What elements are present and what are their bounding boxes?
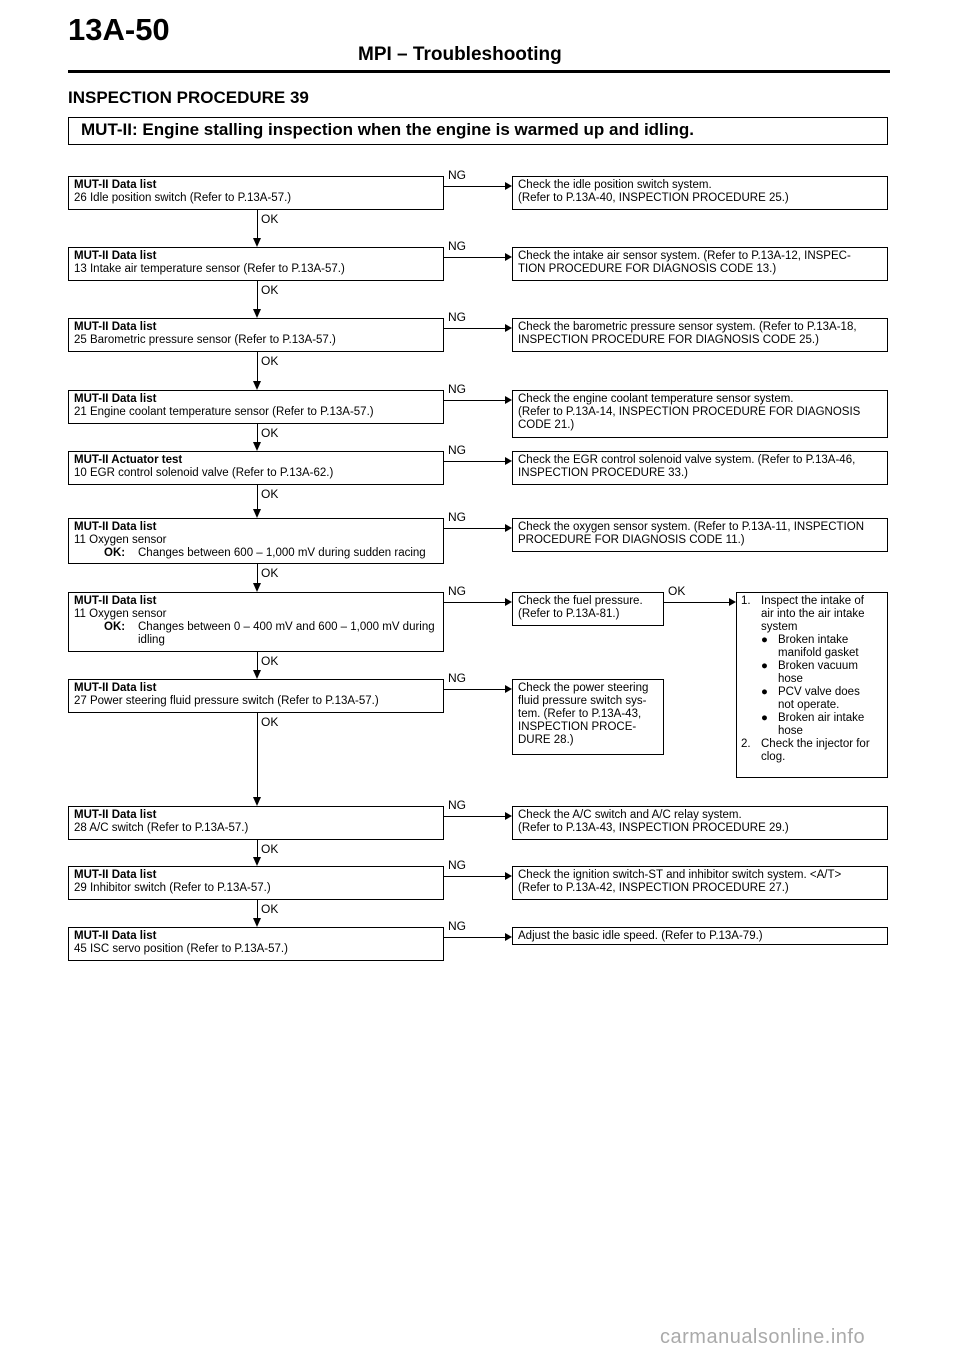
- inspection-bullet: [741, 686, 883, 712]
- ok-label: OK: [261, 487, 279, 501]
- step-header: MUT-II Data list: [74, 250, 157, 262]
- check-box-step-2: [68, 247, 444, 281]
- ok-label: OK: [261, 902, 279, 916]
- step-header: MUT-II Data list: [74, 521, 157, 533]
- ng-arrow: [505, 253, 512, 261]
- procedure-banner: MUT-II: Engine stalling inspection when the engine is warmed up and idling.: [68, 117, 888, 145]
- step-line: 45 ISC servo position (Refer to P.13A-57.): [74, 943, 288, 955]
- ok-arrow: [253, 442, 261, 451]
- step-line: 25 Barometric pressure sensor (Refer to P.13A-57.): [74, 334, 336, 346]
- ok-connector: [257, 210, 258, 238]
- ok-connector: [257, 424, 258, 442]
- ng-result-step-3: [512, 318, 888, 352]
- bullet-icon: ●: [761, 686, 768, 698]
- step-header: MUT-II Data list: [74, 321, 157, 333]
- ng-label: NG: [448, 798, 466, 812]
- check-box-step-6: [68, 518, 444, 564]
- ng-arrow: [505, 933, 512, 941]
- ok-connector: [257, 652, 258, 670]
- step-line: 21 Engine coolant temperature sensor (Refer to P.13A-57.): [74, 406, 374, 418]
- ok-key: OK:: [104, 621, 126, 633]
- ok-label: OK: [261, 842, 279, 856]
- ng-arrow: [505, 324, 512, 332]
- ng-label: NG: [448, 382, 466, 396]
- ng-label: NG: [448, 310, 466, 324]
- ng-result-step-11: [512, 927, 888, 945]
- step-line: 13 Intake air temperature sensor (Refer to P.13A-57.): [74, 263, 345, 275]
- ng-result-text: Check the power steering fluid pressure switch sys- tem. (Refer to P.13A-43, INSPECTION PROCE- DURE 28.): [518, 682, 649, 746]
- item-number: 1.: [741, 595, 751, 607]
- step-header: MUT-II Data list: [74, 393, 157, 405]
- ng-result-text: Check the EGR control solenoid valve system. (Refer to P.13A-46, INSPECTION PROCEDURE 33.): [518, 454, 856, 479]
- step-line: 10 EGR control solenoid valve (Refer to P.13A-62.): [74, 467, 334, 479]
- check-box-step-9: [68, 806, 444, 840]
- step-line: 26 Idle position switch (Refer to P.13A-57.): [74, 192, 292, 204]
- step-header: MUT-II Data list: [74, 930, 157, 942]
- page-title: MPI – Troubleshooting: [358, 44, 562, 65]
- fuel-ok-arrow: [729, 598, 736, 606]
- ok-arrow: [253, 670, 261, 679]
- bullet-text: Broken air intake hose: [778, 712, 865, 737]
- bullet-icon: ●: [761, 660, 768, 672]
- step-header: MUT-II Data list: [74, 869, 157, 881]
- ng-connector: [444, 816, 505, 817]
- ok-connector: [257, 900, 258, 918]
- fuel-ok-connector: [664, 602, 729, 603]
- ok-connector: [257, 564, 258, 583]
- ng-result-step-7: [512, 592, 664, 626]
- procedure-title: INSPECTION PROCEDURE 39: [68, 88, 309, 107]
- step-line: 28 A/C switch (Refer to P.13A-57.): [74, 822, 249, 834]
- ng-arrow: [505, 812, 512, 820]
- check-box-step-4: [68, 390, 444, 424]
- ok-connector: [257, 352, 258, 381]
- ok-label: OK: [261, 566, 279, 580]
- ng-label: NG: [448, 510, 466, 524]
- ng-arrow: [505, 524, 512, 532]
- inspection-item-1: [741, 595, 883, 634]
- ng-result-step-6: [512, 518, 888, 552]
- inspection-item-2: [741, 738, 883, 764]
- check-box-step-3: [68, 318, 444, 352]
- bullet-text: Broken intake manifold gasket: [778, 634, 859, 659]
- watermark: carmanualsonline.info: [660, 1326, 866, 1348]
- ng-label: NG: [448, 443, 466, 457]
- ng-result-step-5: [512, 451, 888, 485]
- intake-inspection-box: [736, 592, 888, 778]
- ok-label: OK: [261, 212, 279, 226]
- ok-connector: [257, 713, 258, 797]
- check-box-step-11: [68, 927, 444, 961]
- ok-arrow: [253, 238, 261, 247]
- ok-arrow: [253, 583, 261, 592]
- item-number: 2.: [741, 738, 751, 750]
- inspection-bullet: [741, 634, 883, 660]
- ok-arrow: [253, 381, 261, 390]
- ng-label: NG: [448, 919, 466, 933]
- ok-label: OK: [261, 426, 279, 440]
- step-line: 11 Oxygen sensor: [74, 534, 167, 546]
- step-line: 27 Power steering fluid pressure switch (Refer to P.13A-57.): [74, 695, 379, 707]
- ng-connector: [444, 461, 505, 462]
- check-box-step-8: [68, 679, 444, 713]
- check-box-step-5: [68, 451, 444, 485]
- check-box-step-7: [68, 592, 444, 652]
- ok-arrow: [253, 509, 261, 518]
- ok-connector: [257, 485, 258, 509]
- ok-arrow: [253, 857, 261, 866]
- ok-arrow: [253, 309, 261, 318]
- check-box-step-1: [68, 176, 444, 210]
- step-header: MUT-II Data list: [74, 809, 157, 821]
- ok-label: OK: [261, 283, 279, 297]
- ng-result-step-10: [512, 866, 888, 900]
- ng-connector: [444, 528, 505, 529]
- ng-result-text: Check the idle position switch system. (Refer to P.13A-40, INSPECTION PROCEDURE 25.): [518, 179, 789, 204]
- ok-key: OK:: [104, 547, 126, 559]
- ok-arrow: [253, 797, 261, 806]
- ng-arrow: [505, 685, 512, 693]
- ng-label: NG: [448, 671, 466, 685]
- ng-result-text: Check the ignition switch-ST and inhibitor switch system. <A/T> (Refer to P.13A-42, INSPECTION PROCEDURE 27.): [518, 869, 842, 894]
- ng-result-step-9: [512, 806, 888, 840]
- step-header: MUT-II Data list: [74, 179, 157, 191]
- ng-connector: [444, 602, 505, 603]
- ng-result-step-2: [512, 247, 888, 281]
- ng-result-step-4: [512, 390, 888, 438]
- header-rule: [68, 70, 890, 73]
- ng-label: NG: [448, 584, 466, 598]
- ng-arrow: [505, 182, 512, 190]
- item-text: Inspect the intake of air into the air intake system: [761, 595, 865, 633]
- ok-label: OK: [261, 354, 279, 368]
- ok-criteria: [74, 621, 438, 647]
- step-line: 29 Inhibitor switch (Refer to P.13A-57.): [74, 882, 271, 894]
- ng-label: NG: [448, 239, 466, 253]
- ng-result-text: Check the fuel pressure. (Refer to P.13A-81.): [518, 595, 643, 620]
- ng-arrow: [505, 598, 512, 606]
- step-header: MUT-II Data list: [74, 595, 157, 607]
- ng-connector: [444, 328, 505, 329]
- ng-result-step-1: [512, 176, 888, 210]
- ng-connector: [444, 876, 505, 877]
- ng-label: NG: [448, 168, 466, 182]
- step-header: MUT-II Actuator test: [74, 454, 183, 466]
- check-box-step-10: [68, 866, 444, 900]
- ng-connector: [444, 186, 505, 187]
- ok-value: Changes between 0 – 400 mV and 600 – 1,000 mV during idling: [138, 621, 435, 646]
- bullet-icon: ●: [761, 712, 768, 724]
- ng-result-text: Adjust the basic idle speed. (Refer to P.13A-79.): [518, 930, 763, 942]
- ok-label: OK: [261, 715, 279, 729]
- ok-connector: [257, 281, 258, 309]
- ng-result-text: Check the intake air sensor system. (Refer to P.13A-12, INSPEC- TION PROCEDURE FOR DIAGNOSIS CODE 13.): [518, 250, 851, 275]
- bullet-icon: ●: [761, 634, 768, 646]
- ok-arrow: [253, 918, 261, 927]
- page-number: 13A-50: [68, 12, 170, 47]
- ng-arrow: [505, 872, 512, 880]
- ng-result-step-8: [512, 679, 664, 755]
- ng-result-text: Check the engine coolant temperature sensor system. (Refer to P.13A-14, INSPECTION PROCEDURE FOR DIAGNOSIS CODE 21.): [518, 393, 861, 431]
- ok-criteria: [74, 547, 438, 560]
- ng-connector: [444, 400, 505, 401]
- ng-result-text: Check the barometric pressure sensor system. (Refer to P.13A-18, INSPECTION PROCEDURE FOR DIAGNOSIS CODE 25.): [518, 321, 857, 346]
- ng-result-text: Check the oxygen sensor system. (Refer to P.13A-11, INSPECTION PROCEDURE FOR DIAGNOSIS CODE 11.): [518, 521, 864, 546]
- ok-value: Changes between 600 – 1,000 mV during sudden racing: [138, 547, 426, 559]
- ng-connector: [444, 937, 505, 938]
- bullet-text: PCV valve does not operate.: [778, 686, 860, 711]
- step-header: MUT-II Data list: [74, 682, 157, 694]
- step-line: 11 Oxygen sensor: [74, 608, 167, 620]
- ng-connector: [444, 257, 505, 258]
- fuel-ok-label: OK: [668, 584, 686, 598]
- ng-arrow: [505, 396, 512, 404]
- inspection-bullet: [741, 660, 883, 686]
- ng-arrow: [505, 457, 512, 465]
- ok-label: OK: [261, 654, 279, 668]
- item-text: Check the injector for clog.: [761, 738, 870, 763]
- ng-result-text: Check the A/C switch and A/C relay system. (Refer to P.13A-43, INSPECTION PROCEDURE 29.): [518, 809, 789, 834]
- bullet-text: Broken vacuum hose: [778, 660, 858, 685]
- ng-label: NG: [448, 858, 466, 872]
- ok-connector: [257, 840, 258, 857]
- inspection-bullet: [741, 712, 883, 738]
- ng-connector: [444, 689, 505, 690]
